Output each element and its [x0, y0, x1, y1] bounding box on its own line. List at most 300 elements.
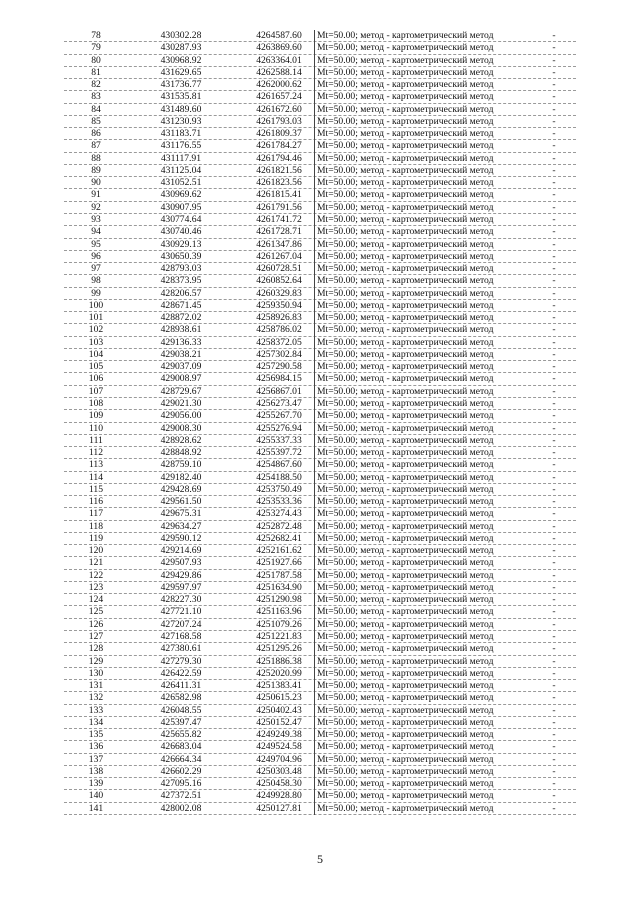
accuracy-method-cell: Mt=50.00; метод - картометрический метод [314, 373, 527, 385]
accuracy-method-cell: Mt=50.00; метод - картометрический метод [314, 680, 527, 692]
x-coordinate-cell: 426602.29 [160, 765, 202, 777]
note-cell: - [552, 30, 556, 41]
x-coordinate-cell: 426582.98 [160, 692, 202, 704]
note-cell: - [552, 606, 556, 618]
x-coordinate-cell: 426048.55 [160, 704, 202, 716]
note-cell: - [552, 385, 556, 397]
point-number-cell: 114 [88, 471, 104, 483]
table-row [64, 165, 576, 177]
note-cell: - [552, 643, 556, 655]
point-number-cell: 107 [88, 385, 104, 397]
note-cell: - [552, 716, 556, 728]
table-row [64, 79, 576, 91]
y-coordinate-cell: 4251927.66 [256, 557, 302, 569]
point-number-cell: 118 [88, 520, 104, 532]
y-coordinate-cell: 4251787.58 [256, 569, 302, 581]
table-row [64, 582, 576, 594]
point-number-cell: 117 [88, 508, 104, 520]
accuracy-method-cell: Mt=50.00; метод - картометрический метод [314, 42, 527, 54]
y-coordinate-cell: 4257290.58 [256, 361, 302, 373]
note-cell: - [552, 753, 556, 765]
table-row [64, 67, 576, 79]
note-cell: - [552, 79, 556, 91]
y-coordinate-cell: 4250402.43 [256, 704, 302, 716]
accuracy-method-cell: Mt=50.00; метод - картометрический метод [314, 606, 527, 618]
table-row [64, 435, 576, 447]
accuracy-method-cell: Mt=50.00; метод - картометрический метод [314, 557, 527, 569]
table-row [64, 226, 576, 238]
table-row [64, 153, 576, 165]
y-coordinate-cell: 4256867.01 [256, 385, 302, 397]
point-number-cell: 88 [91, 152, 101, 164]
point-number-cell: 138 [88, 765, 104, 777]
y-coordinate-cell: 4249704.96 [256, 753, 302, 765]
note-cell: - [552, 152, 556, 164]
table-row [64, 631, 576, 643]
y-coordinate-cell: 4254867.60 [256, 459, 302, 471]
point-number-cell: 119 [88, 532, 104, 544]
point-number-cell: 103 [88, 336, 104, 348]
note-cell: - [552, 373, 556, 385]
table-row [64, 766, 576, 778]
x-coordinate-cell: 426683.04 [160, 741, 202, 753]
y-coordinate-cell: 4251163.96 [256, 606, 302, 618]
y-coordinate-cell: 4253274.43 [256, 508, 302, 520]
accuracy-method-cell: Mt=50.00; метод - картометрический метод [314, 275, 527, 287]
y-coordinate-cell: 4260329.83 [256, 287, 302, 299]
note-cell: - [552, 765, 556, 777]
accuracy-method-cell: Mt=50.00; метод - картометрический метод [314, 729, 527, 741]
x-coordinate-cell: 427721.10 [160, 606, 202, 618]
note-cell: - [552, 569, 556, 581]
table-row [64, 177, 576, 189]
accuracy-method-cell: Mt=50.00; метод - картометрический метод [314, 398, 527, 410]
table-row [64, 104, 576, 116]
y-coordinate-cell: 4261821.56 [256, 164, 302, 176]
x-coordinate-cell: 429561.50 [160, 496, 202, 508]
table-row [64, 656, 576, 668]
note-cell: - [552, 66, 556, 78]
x-coordinate-cell: 430907.95 [160, 201, 202, 213]
point-number-cell: 127 [88, 631, 104, 643]
y-coordinate-cell: 4252872.48 [256, 520, 302, 532]
accuracy-method-cell: Mt=50.00; метод - картометрический метод [314, 251, 527, 263]
point-number-cell: 136 [88, 741, 104, 753]
table-row [64, 251, 576, 263]
x-coordinate-cell: 428938.61 [160, 324, 202, 336]
x-coordinate-cell: 431183.71 [160, 128, 202, 140]
table-row [64, 570, 576, 582]
table-row [64, 778, 576, 790]
accuracy-method-cell: Mt=50.00; метод - картометрический метод [314, 582, 527, 594]
table-row [64, 557, 576, 569]
y-coordinate-cell: 4251886.38 [256, 655, 302, 667]
x-coordinate-cell: 429590.12 [160, 532, 202, 544]
table-row [64, 459, 576, 471]
x-coordinate-cell: 431489.60 [160, 103, 202, 115]
point-number-cell: 98 [91, 275, 101, 287]
point-number-cell: 130 [88, 667, 104, 679]
x-coordinate-cell: 429021.30 [160, 397, 202, 409]
accuracy-method-cell: Mt=50.00; метод - картометрический метод [314, 447, 527, 459]
table-row [64, 803, 576, 815]
table-row [64, 288, 576, 300]
table-row [64, 361, 576, 373]
y-coordinate-cell: 4261267.04 [256, 250, 302, 262]
note-cell: - [552, 226, 556, 238]
note-cell: - [552, 299, 556, 311]
accuracy-method-cell: Mt=50.00; метод - картометрический метод [314, 459, 527, 471]
y-coordinate-cell: 4259350.94 [256, 299, 302, 311]
accuracy-method-cell: Mt=50.00; метод - картометрический метод [314, 116, 527, 128]
accuracy-method-cell: Mt=50.00; метод - картометрический метод [314, 140, 527, 152]
note-cell: - [552, 91, 556, 103]
point-number-cell: 85 [91, 115, 101, 127]
note-cell: - [552, 348, 556, 360]
x-coordinate-cell: 429634.27 [160, 520, 202, 532]
y-coordinate-cell: 4255397.72 [256, 447, 302, 459]
accuracy-method-cell: Mt=50.00; метод - картометрический метод [314, 484, 527, 496]
table-row [64, 619, 576, 631]
table-row [64, 30, 576, 42]
y-coordinate-cell: 4250127.81 [256, 802, 302, 814]
note-cell: - [552, 667, 556, 679]
table-row [64, 386, 576, 398]
table-row [64, 398, 576, 410]
note-cell: - [552, 471, 556, 483]
accuracy-method-cell: Mt=50.00; метод - картометрический метод [314, 766, 527, 778]
point-number-cell: 105 [88, 361, 104, 373]
x-coordinate-cell: 426422.59 [160, 667, 202, 679]
y-coordinate-cell: 4250458.30 [256, 778, 302, 790]
point-number-cell: 139 [88, 778, 104, 790]
accuracy-method-cell: Mt=50.00; метод - картометрический метод [314, 692, 527, 704]
note-cell: - [552, 532, 556, 544]
y-coordinate-cell: 4258926.83 [256, 312, 302, 324]
accuracy-method-cell: Mt=50.00; метод - картометрический метод [314, 741, 527, 753]
note-cell: - [552, 434, 556, 446]
point-number-cell: 120 [88, 545, 104, 557]
table-row [64, 680, 576, 692]
x-coordinate-cell: 429429.86 [160, 569, 202, 581]
y-coordinate-cell: 4262000.62 [256, 79, 302, 91]
x-coordinate-cell: 428206.57 [160, 287, 202, 299]
note-cell: - [552, 459, 556, 471]
x-coordinate-cell: 428729.67 [160, 385, 202, 397]
x-coordinate-cell: 431125.04 [160, 164, 202, 176]
x-coordinate-cell: 431629.65 [160, 66, 202, 78]
note-cell: - [552, 336, 556, 348]
note-cell: - [552, 581, 556, 593]
note-cell: - [552, 618, 556, 630]
y-coordinate-cell: 4258786.02 [256, 324, 302, 336]
x-coordinate-cell: 429507.93 [160, 557, 202, 569]
point-number-cell: 93 [91, 213, 101, 225]
accuracy-method-cell: Mt=50.00; метод - картометрический метод [314, 778, 527, 790]
point-number-cell: 123 [88, 581, 104, 593]
x-coordinate-cell: 427207.24 [160, 618, 202, 630]
x-coordinate-cell: 430287.93 [160, 42, 202, 54]
accuracy-method-cell: Mt=50.00; метод - картометрический метод [314, 300, 527, 312]
table-row [64, 324, 576, 336]
y-coordinate-cell: 4249928.80 [256, 790, 302, 802]
x-coordinate-cell: 428227.30 [160, 594, 202, 606]
table-row [64, 741, 576, 753]
point-number-cell: 91 [91, 189, 101, 201]
table-row [64, 705, 576, 717]
point-number-cell: 109 [88, 410, 104, 422]
y-coordinate-cell: 4251079.26 [256, 618, 302, 630]
y-coordinate-cell: 4250303.48 [256, 765, 302, 777]
table-row [64, 189, 576, 201]
table-row [64, 263, 576, 275]
accuracy-method-cell: Mt=50.00; метод - картометрический метод [314, 533, 527, 545]
accuracy-method-cell: Mt=50.00; метод - картометрический метод [314, 410, 527, 422]
note-cell: - [552, 312, 556, 324]
x-coordinate-cell: 429008.97 [160, 373, 202, 385]
accuracy-method-cell: Mt=50.00; метод - картометрический метод [314, 508, 527, 520]
table-row [64, 754, 576, 766]
accuracy-method-cell: Mt=50.00; метод - картометрический метод [314, 165, 527, 177]
accuracy-method-cell: Mt=50.00; метод - картометрический метод [314, 349, 527, 361]
point-number-cell: 128 [88, 643, 104, 655]
y-coordinate-cell: 4255276.94 [256, 422, 302, 434]
x-coordinate-cell: 426664.34 [160, 753, 202, 765]
x-coordinate-cell: 429037.09 [160, 361, 202, 373]
point-number-cell: 122 [88, 569, 104, 581]
note-cell: - [552, 410, 556, 422]
note-cell: - [552, 496, 556, 508]
table-row [64, 140, 576, 152]
note-cell: - [552, 557, 556, 569]
x-coordinate-cell: 427279.30 [160, 655, 202, 667]
accuracy-method-cell: Mt=50.00; метод - картометрический метод [314, 496, 527, 508]
accuracy-method-cell: Mt=50.00; метод - картометрический метод [314, 521, 527, 533]
accuracy-method-cell: Mt=50.00; метод - картометрический метод [314, 214, 527, 226]
note-cell: - [552, 54, 556, 66]
x-coordinate-cell: 430774.64 [160, 213, 202, 225]
accuracy-method-cell: Mt=50.00; метод - картометрический метод [314, 79, 527, 91]
accuracy-method-cell: Mt=50.00; метод - картометрический метод [314, 619, 527, 631]
table-row [64, 496, 576, 508]
table-row [64, 349, 576, 361]
x-coordinate-cell: 428793.03 [160, 263, 202, 275]
coordinates-table [64, 30, 576, 815]
table-row [64, 472, 576, 484]
point-number-cell: 81 [91, 66, 101, 78]
note-cell: - [552, 545, 556, 557]
accuracy-method-cell: Mt=50.00; метод - картометрический метод [314, 202, 527, 214]
note-cell: - [552, 655, 556, 667]
accuracy-method-cell: Mt=50.00; метод - картометрический метод [314, 472, 527, 484]
page-number: 5 [317, 852, 323, 866]
note-cell: - [552, 140, 556, 152]
point-number-cell: 129 [88, 655, 104, 667]
y-coordinate-cell: 4249249.38 [256, 729, 302, 741]
accuracy-method-cell: Mt=50.00; метод - картометрический метод [314, 312, 527, 324]
table-row [64, 423, 576, 435]
table-row [64, 410, 576, 422]
table-row [64, 337, 576, 349]
point-number-cell: 125 [88, 606, 104, 618]
x-coordinate-cell: 429428.69 [160, 483, 202, 495]
y-coordinate-cell: 4253750.49 [256, 483, 302, 495]
x-coordinate-cell: 428002.08 [160, 802, 202, 814]
y-coordinate-cell: 4261784.27 [256, 140, 302, 152]
y-coordinate-cell: 4261794.46 [256, 152, 302, 164]
point-number-cell: 133 [88, 704, 104, 716]
point-number-cell: 134 [88, 716, 104, 728]
y-coordinate-cell: 4261741.72 [256, 213, 302, 225]
point-number-cell: 101 [88, 312, 104, 324]
x-coordinate-cell: 428848.92 [160, 447, 202, 459]
note-cell: - [552, 115, 556, 127]
accuracy-method-cell: Mt=50.00; метод - картометрический метод [314, 91, 527, 103]
table-row [64, 91, 576, 103]
table-row [64, 42, 576, 54]
y-coordinate-cell: 4256273.47 [256, 397, 302, 409]
note-cell: - [552, 790, 556, 802]
point-number-cell: 104 [88, 348, 104, 360]
y-coordinate-cell: 4253533.36 [256, 496, 302, 508]
accuracy-method-cell: Mt=50.00; метод - картометрический метод [314, 153, 527, 165]
x-coordinate-cell: 429008.30 [160, 422, 202, 434]
accuracy-method-cell: Mt=50.00; метод - картометрический метод [314, 67, 527, 79]
accuracy-method-cell: Mt=50.00; метод - картометрический метод [314, 189, 527, 201]
accuracy-method-cell: Mt=50.00; метод - картометрический метод [314, 423, 527, 435]
x-coordinate-cell: 429182.40 [160, 471, 202, 483]
note-cell: - [552, 508, 556, 520]
x-coordinate-cell: 427380.61 [160, 643, 202, 655]
point-number-cell: 89 [91, 164, 101, 176]
accuracy-method-cell: Mt=50.00; метод - картометрический метод [314, 263, 527, 275]
point-number-cell: 94 [91, 226, 101, 238]
y-coordinate-cell: 4260852.64 [256, 275, 302, 287]
accuracy-method-cell: Mt=50.00; метод - картометрический метод [314, 386, 527, 398]
note-cell: - [552, 397, 556, 409]
y-coordinate-cell: 4251221.83 [256, 631, 302, 643]
x-coordinate-cell: 428759.10 [160, 459, 202, 471]
y-coordinate-cell: 4261347.86 [256, 238, 302, 250]
y-coordinate-cell: 4251634.90 [256, 581, 302, 593]
point-number-cell: 87 [91, 140, 101, 152]
y-coordinate-cell: 4260728.51 [256, 263, 302, 275]
table-row [64, 790, 576, 802]
point-number-cell: 110 [88, 422, 104, 434]
y-coordinate-cell: 4261728.71 [256, 226, 302, 238]
note-cell: - [552, 729, 556, 741]
note-cell: - [552, 164, 556, 176]
accuracy-method-cell: Mt=50.00; метод - картометрический метод [314, 324, 527, 336]
x-coordinate-cell: 425397.47 [160, 716, 202, 728]
note-cell: - [552, 42, 556, 54]
accuracy-method-cell: Mt=50.00; метод - картометрический метод [314, 177, 527, 189]
note-cell: - [552, 741, 556, 753]
y-coordinate-cell: 4261672.60 [256, 103, 302, 115]
x-coordinate-cell: 431230.93 [160, 115, 202, 127]
y-coordinate-cell: 4262588.14 [256, 66, 302, 78]
y-coordinate-cell: 4252682.41 [256, 532, 302, 544]
accuracy-method-cell: Mt=50.00; метод - картометрический метод [314, 594, 527, 606]
y-coordinate-cell: 4263364.01 [256, 54, 302, 66]
note-cell: - [552, 263, 556, 275]
point-number-cell: 106 [88, 373, 104, 385]
y-coordinate-cell: 4261815.41 [256, 189, 302, 201]
y-coordinate-cell: 4264587.60 [256, 30, 302, 41]
accuracy-method-cell: Mt=50.00; метод - картометрический метод [314, 643, 527, 655]
x-coordinate-cell: 431176.55 [160, 140, 202, 152]
y-coordinate-cell: 4250615.23 [256, 692, 302, 704]
table-row [64, 643, 576, 655]
table-row [64, 692, 576, 704]
table-row [64, 717, 576, 729]
point-number-cell: 102 [88, 324, 104, 336]
note-cell: - [552, 594, 556, 606]
table-row [64, 239, 576, 251]
note-cell: - [552, 177, 556, 189]
y-coordinate-cell: 4261657.24 [256, 91, 302, 103]
point-number-cell: 96 [91, 250, 101, 262]
x-coordinate-cell: 430968.92 [160, 54, 202, 66]
point-number-cell: 132 [88, 692, 104, 704]
point-number-cell: 100 [88, 299, 104, 311]
table-row [64, 275, 576, 287]
y-coordinate-cell: 4251290.98 [256, 594, 302, 606]
y-coordinate-cell: 4251383.41 [256, 680, 302, 692]
x-coordinate-cell: 431052.51 [160, 177, 202, 189]
y-coordinate-cell: 4252161.62 [256, 545, 302, 557]
x-coordinate-cell: 429136.33 [160, 336, 202, 348]
accuracy-method-cell: Mt=50.00; метод - картометрический метод [314, 288, 527, 300]
table-row [64, 116, 576, 128]
accuracy-method-cell: Mt=50.00; метод - картометрический метод [314, 104, 527, 116]
note-cell: - [552, 213, 556, 225]
point-number-cell: 79 [91, 42, 101, 54]
accuracy-method-cell: Mt=50.00; метод - картометрический метод [314, 754, 527, 766]
point-number-cell: 131 [88, 680, 104, 692]
y-coordinate-cell: 4252020.99 [256, 667, 302, 679]
point-number-cell: 111 [89, 434, 103, 446]
table-row [64, 521, 576, 533]
point-number-cell: 82 [91, 79, 101, 91]
y-coordinate-cell: 4261791.56 [256, 201, 302, 213]
accuracy-method-cell: Mt=50.00; метод - картометрический метод [314, 30, 527, 42]
x-coordinate-cell: 427372.51 [160, 790, 202, 802]
y-coordinate-cell: 4257302.84 [256, 348, 302, 360]
note-cell: - [552, 275, 556, 287]
x-coordinate-cell: 430650.39 [160, 250, 202, 262]
note-cell: - [552, 361, 556, 373]
x-coordinate-cell: 431736.77 [160, 79, 202, 91]
note-cell: - [552, 447, 556, 459]
note-cell: - [552, 692, 556, 704]
x-coordinate-cell: 427095.16 [160, 778, 202, 790]
y-coordinate-cell: 4261823.56 [256, 177, 302, 189]
table-row [64, 55, 576, 67]
note-cell: - [552, 631, 556, 643]
accuracy-method-cell: Mt=50.00; метод - картометрический метод [314, 790, 527, 802]
x-coordinate-cell: 428872.02 [160, 312, 202, 324]
y-coordinate-cell: 4255337.33 [256, 434, 302, 446]
point-number-cell: 141 [88, 802, 104, 814]
point-number-cell: 90 [91, 177, 101, 189]
accuracy-method-cell: Mt=50.00; метод - картометрический метод [314, 55, 527, 67]
accuracy-method-cell: Mt=50.00; метод - картометрический метод [314, 717, 527, 729]
x-coordinate-cell: 425655.82 [160, 729, 202, 741]
accuracy-method-cell: Mt=50.00; метод - картометрический метод [314, 803, 527, 815]
x-coordinate-cell: 429056.00 [160, 410, 202, 422]
point-number-cell: 140 [88, 790, 104, 802]
